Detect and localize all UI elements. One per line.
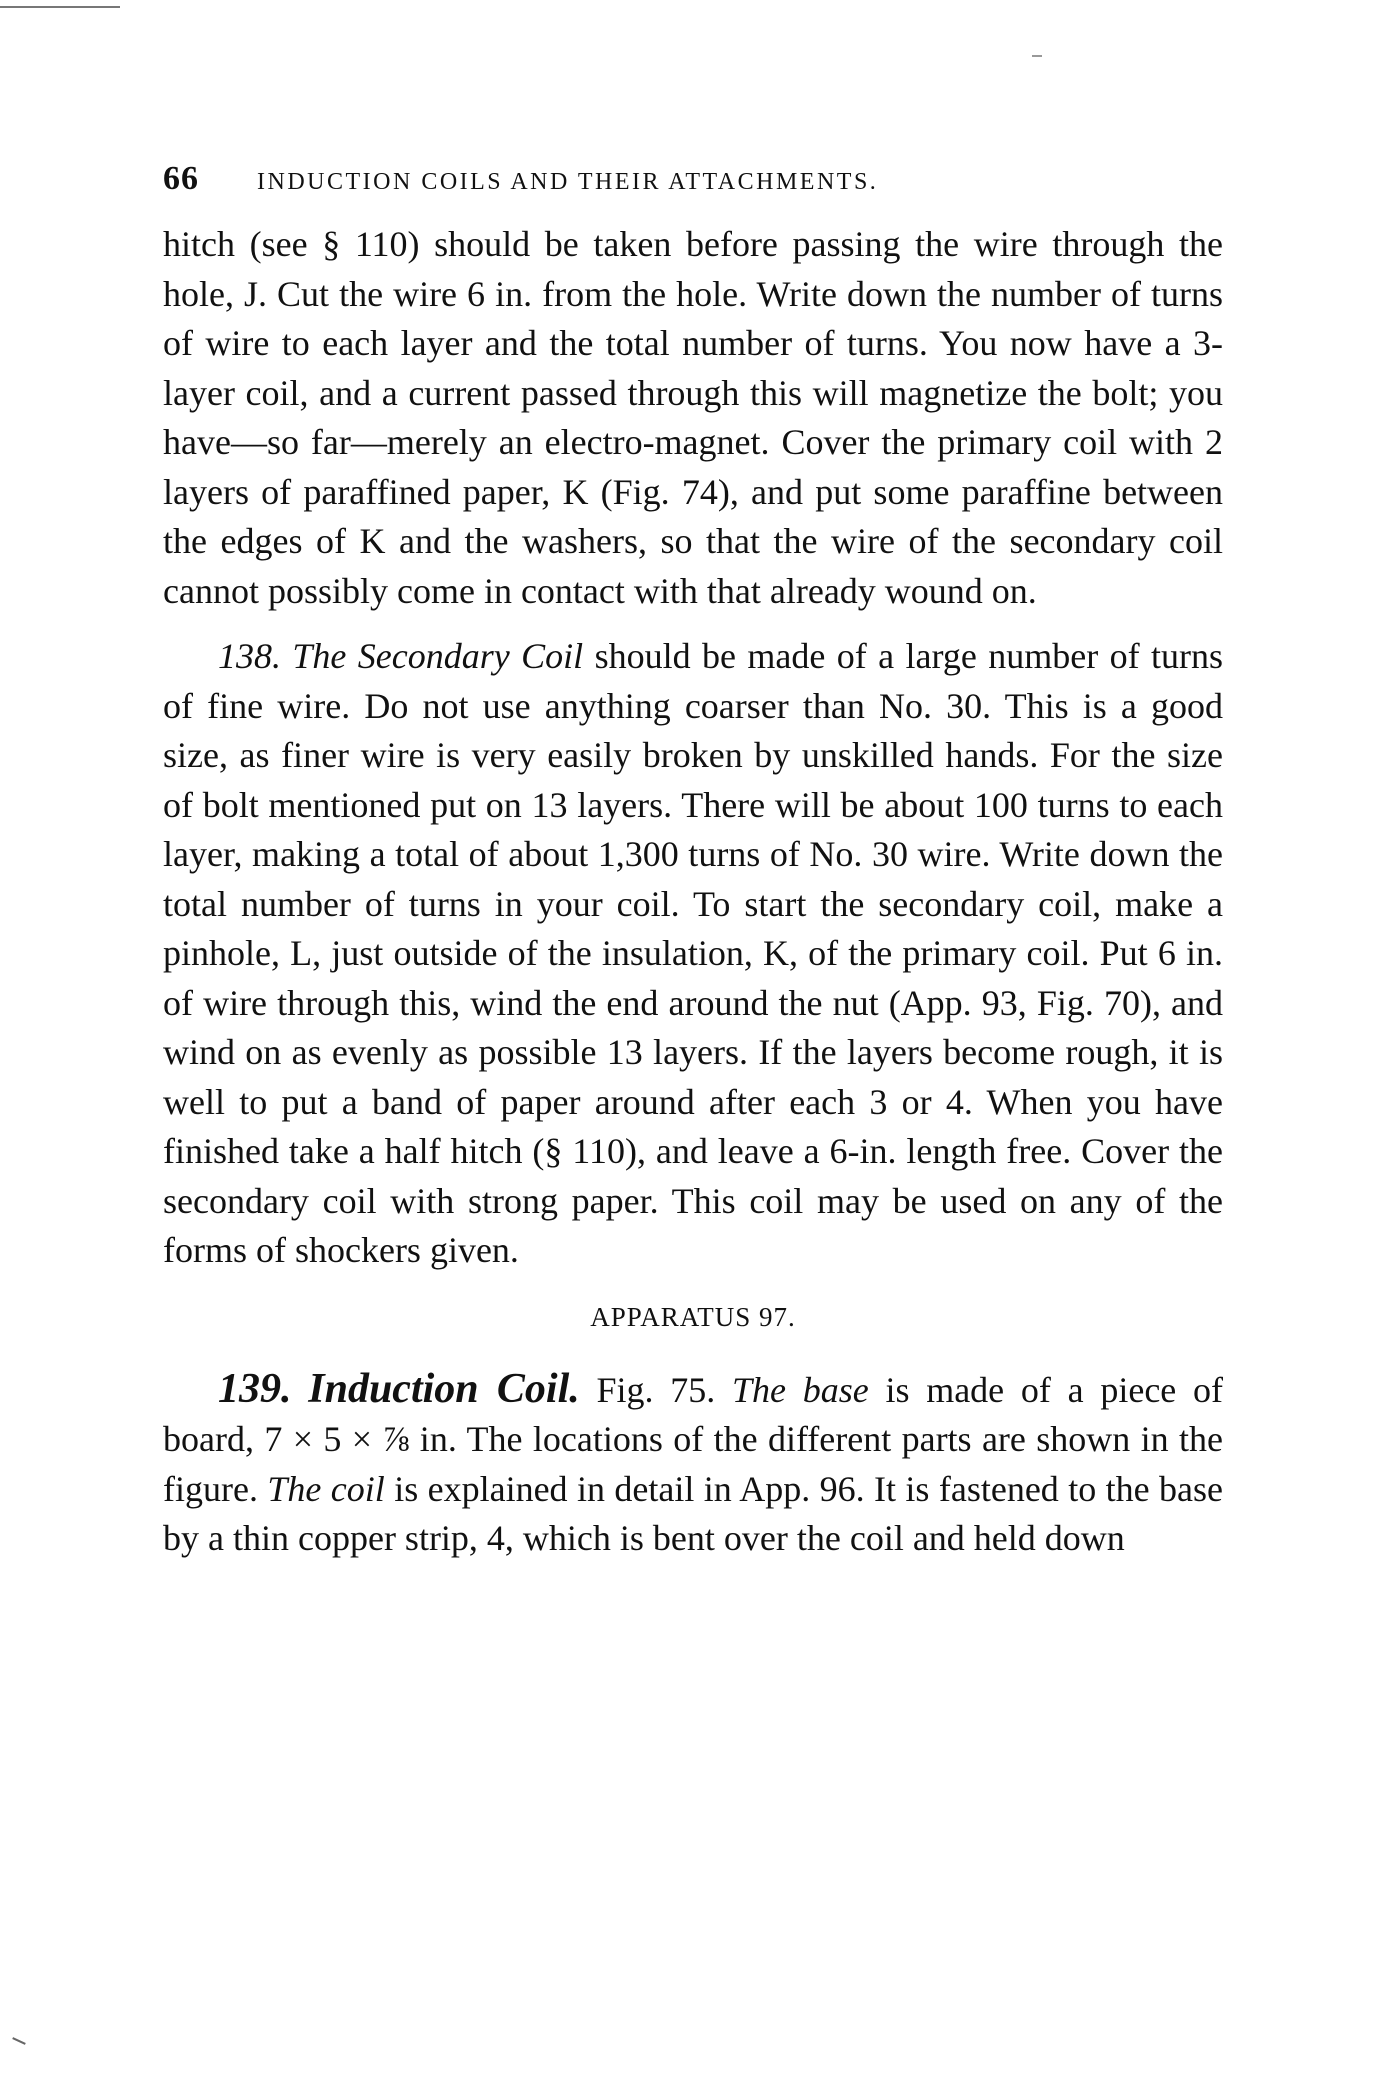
- book-page: [163, 160, 1223, 1564]
- section-text-part: is explained in detail in App. 96. It is fastened to the base by a thin copper strip, 4, which is bent over the coil and held down: [163, 1468, 1223, 1558]
- scan-corner-mark: [12, 2037, 26, 2045]
- section-139: [163, 1365, 1223, 1564]
- section-body: should be made of a large number of turns of fine wire. Do not use anything coarser than No. 30. This is a good size, as finer wire is very easily broken by unskilled hands. For the size of bolt mentioned put on 13 layers. There will be about 100 turns to each layer, making a total of about 1,300 turns of No. 30 wire. Write down the total number of turns in your coil. To start the secondary coil, make a pinhole, L, just outside of the insulation, K, of the primary coil. Put 6 in. of wire through this, wind the end around the nut (App. 93, Fig. 70), and wind on as evenly as possible 13 layers. If the layers become rough, it is well to put a band of paper around after each 3 or 4. When you have finished take a half hitch (§ 110), and leave a 6-in. length free. Cover the secondary coil with strong paper. This coil may be used on any of the forms of shockers given.: [163, 636, 1224, 1270]
- section-number: 139.: [218, 1365, 292, 1412]
- section-138: [163, 632, 1223, 1276]
- running-header: [163, 160, 1223, 198]
- scan-tick-mark: [1032, 55, 1042, 57]
- section-number: 138.: [218, 636, 281, 676]
- running-title: INDUCTION COILS AND THEIR ATTACHMENTS.: [257, 169, 879, 195]
- section-text-part: is made of a piece of board, 7 × 5 × ⅞ in. The locations of the different parts are shown in the figure.: [163, 1369, 1223, 1509]
- section-title: The Secondary Coil: [292, 636, 584, 676]
- paragraph-continuation: hitch (see § 110) should be taken before passing the wire through the hole, J. Cut the wire 6 in. from the hole. Write down the number of turns of wire to each layer and the total number of turns. You now have a 3-layer coil, and a current passed through this will magnetize the bolt; you have—so far—merely an electro-magnet. Cover the primary coil with 2 layers of paraffined paper, K (Fig. 74), and put some paraffine between the edges of K and the washers, so that the wire of the secondary coil cannot possibly come in contact with that already wound on.: [163, 224, 1223, 611]
- scan-edge-mark: [0, 6, 120, 8]
- apparatus-heading: APPARATUS 97.: [590, 1301, 796, 1332]
- section-title: Induction Coil.: [308, 1365, 580, 1412]
- page-number: 66: [163, 160, 199, 197]
- base-label: The base: [731, 1369, 869, 1410]
- section-text-part: Fig. 75.: [579, 1369, 732, 1410]
- coil-label: The coil: [267, 1468, 385, 1509]
